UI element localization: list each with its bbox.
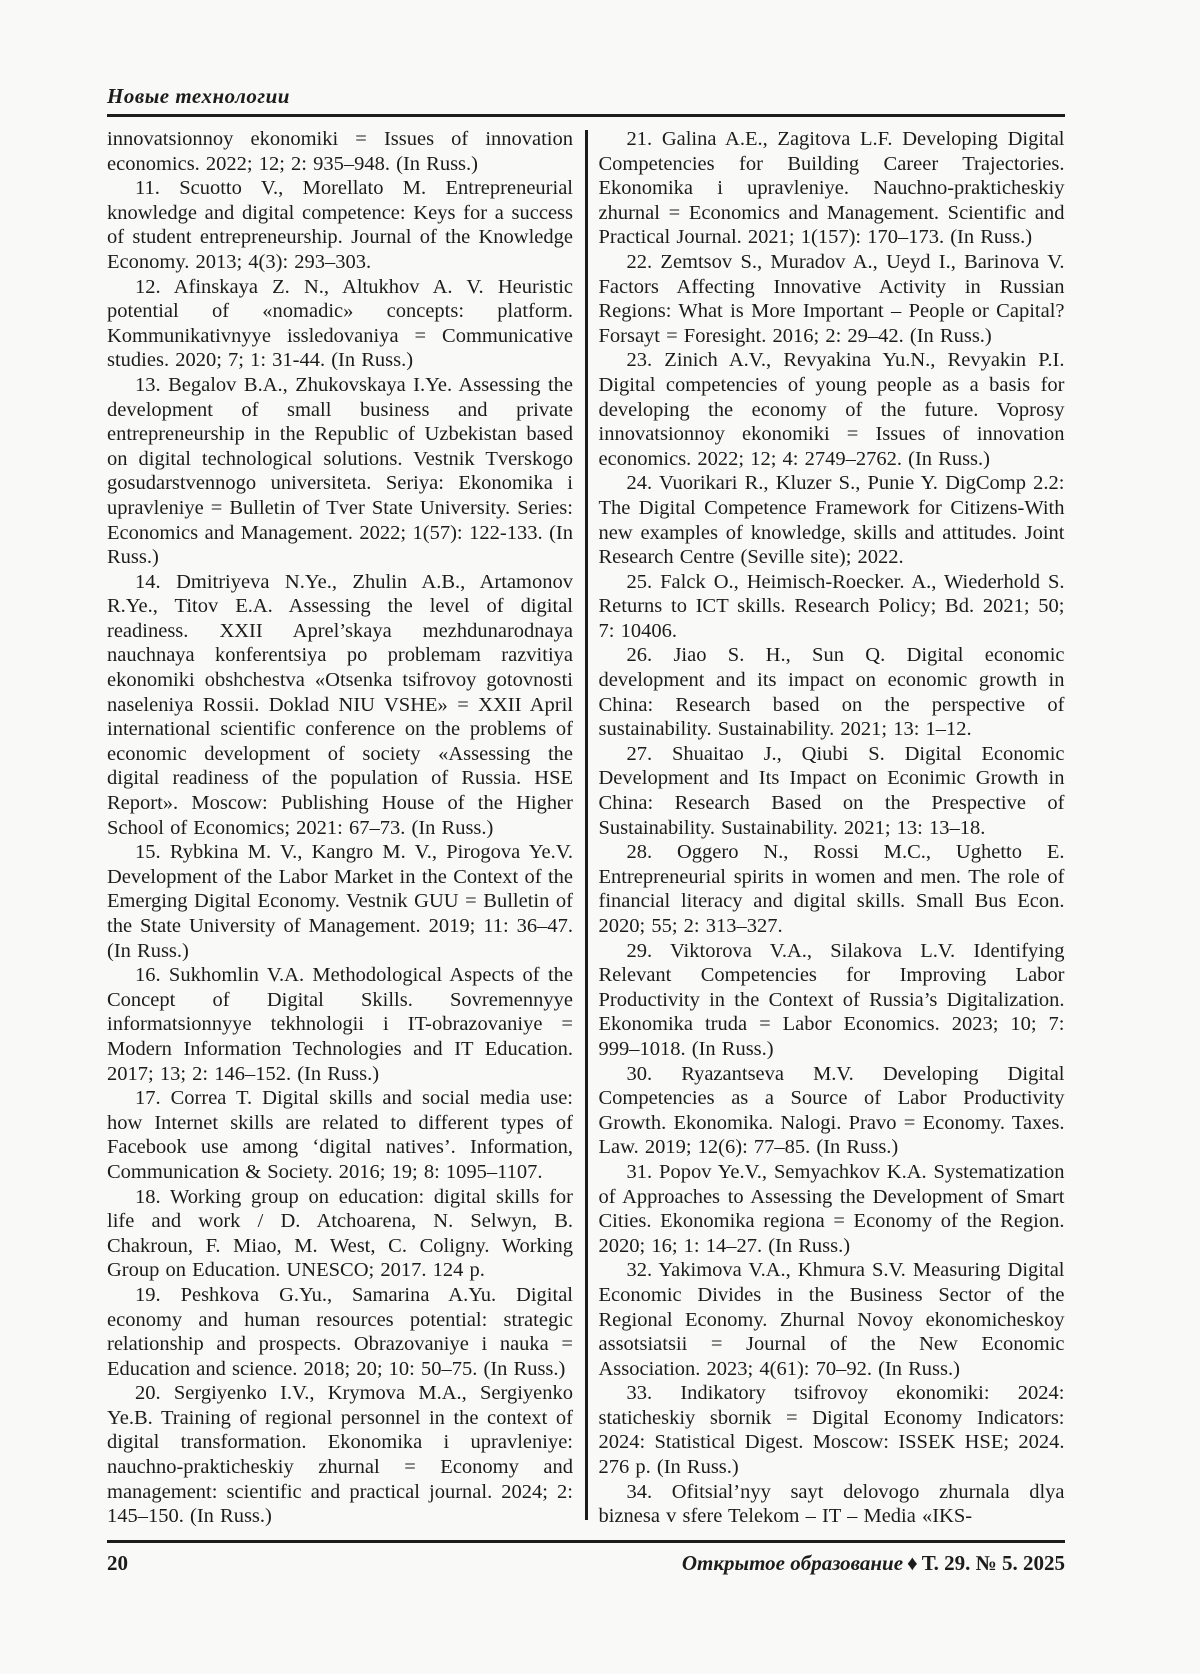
diamond-separator: ♦ <box>907 1551 918 1575</box>
reference-item-20: 20. Sergiyenko I.V., Krymova M.A., Sergiyenko Ye.B. Training of regional personnel in the context of digital transformation. Ekonomika i upravleniye: nauchno-prakticheskiy zhurnal = Economy and management: scientific and practical journal. 2024; 2: 145–150. (In Russ.) <box>107 1382 573 1528</box>
reference-item-21: 21. Galina A.E., Zagitova L.F. Developing Digital Competencies for Building Career Trajectories. Ekonomika i upravleniye. Nauchno-prakticheskiy zhurnal = Economics and Management. Scientific and Practical Journal. 2021; 1(157): 170–173. (In Russ.) <box>598 128 1065 249</box>
reference-item-24: 24. Vuorikari R., Kluzer S., Punie Y. DigComp 2.2: The Digital Competence Framework for Citizens-With new examples of knowledge, skills and attitudes. Joint Research Centre (Seville site); 2022. <box>598 472 1065 569</box>
page-footer <box>107 1551 1065 1576</box>
reference-item-18: 18. Working group on education: digital skills for life and work / D. Atchoarena, N. Selwyn, B. Chakroun, F. Miao, M. West, C. Coligny. Working Group on Education. UNESCO; 2017. 124 p. <box>107 1185 573 1282</box>
references-columns <box>107 127 1065 1529</box>
footer-rule <box>107 1540 1065 1543</box>
reference-item-25: 25. Falck O., Heimisch-Roecker. A., Wiederhold S. Returns to ICT skills. Research Policy; Bd. 2021; 50; 7: 10406. <box>598 570 1065 642</box>
reference-item-14: 14. Dmitriyeva N.Ye., Zhulin A.B., Artamonov R.Ye., Titov E.A. Assessing the level of digital readiness. XXII Aprel’skaya mezhdunarodnaya nauchnaya konferentsiya po problemam razvitiya ekonomiki obshchestva «Otsenka tsifrovoy gotovnosti naseleniya Rossii. Doklad NIU VSHE» = XXII April international scientific conference on the problems of economic development of society «Assessing the digital readiness of the population of Russia. HSE Report». Moscow: Publishing House of the Higher School of Economics; 2021: 67–73. (In Russ.) <box>107 570 573 839</box>
left-column <box>107 127 573 1529</box>
reference-item-26: 26. Jiao S. H., Sun Q. Digital economic development and its impact on economic growth in China: Research based on the perspective of sustainability. Sustainability. 2021; 13: 1–12. <box>598 644 1065 741</box>
reference-continuation: innovatsionnoy ekonomiki = Issues of innovation economics. 2022; 12; 2: 935–948. (In Russ.) <box>107 128 573 175</box>
section-title: Новые технологии <box>107 84 290 108</box>
reference-item-33: 33. Indikatory tsifrovoy ekonomiki: 2024: staticheskiy sbornik = Digital Economy Indicators: 2024: Statistical Digest. Moscow: ISSEK HSE; 2024. 276 p. (In Russ.) <box>598 1382 1065 1479</box>
reference-item-19: 19. Peshkova G.Yu., Samarina A.Yu. Digital economy and human resources potential: strategic relationship and prospects. Obrazovaniye i nauka = Education and science. 2018; 20; 10: 50–75. (In Russ.) <box>107 1283 573 1380</box>
reference-item-16: 16. Sukhomlin V.A. Methodological Aspects of the Concept of Digital Skills. Sovremennyye informatsionnyye tekhnologii i IT-obrazovaniye = Modern Information Technologies and IT Education. 2017; 13; 2: 146–152. (In Russ.) <box>107 964 573 1085</box>
page-number: 20 <box>107 1551 128 1575</box>
header-rule <box>107 114 1065 117</box>
reference-item-15: 15. Rybkina M. V., Kangro M. V., Pirogova Ye.V. Development of the Labor Market in the Context of the Emerging Digital Economy. Vestnik GUU = Bulletin of the State University of Management. 2019; 11: 36–47. (In Russ.) <box>107 841 573 962</box>
reference-item-13: 13. Begalov B.A., Zhukovskaya I.Ye. Assessing the development of small business and private entrepreneurship in the Republic of Uzbekistan based on digital technological solutions. Vestnik Tverskogo gosudarstvennogo universiteta. Seriya: Ekonomika i upravleniye = Bulletin of Tver State University. Series: Economics and Management. 2022; 1(57): 122-133. (In Russ.) <box>107 373 573 569</box>
reference-item-22: 22. Zemtsov S., Muradov A., Ueyd I., Barinova V. Factors Affecting Innovative Activity in Russian Regions: What is More Important – People or Capital? Forsayt = Foresight. 2016; 2: 29–42. (In Russ.) <box>598 250 1065 347</box>
reference-item-11: 11. Scuotto V., Morellato M. Entrepreneurial knowledge and digital competence: Keys for a success of student entrepreneurship. Journal of the Knowledge Economy. 2013; 4(3): 293–303. <box>107 177 573 273</box>
reference-item-31: 31. Popov Ye.V., Semyachkov K.A. Systematization of Approaches to Assessing the Development of Smart Cities. Ekonomika regiona = Economy of the Region. 2020; 16; 1: 14–27. (In Russ.) <box>598 1160 1065 1257</box>
reference-item-23: 23. Zinich A.V., Revyakina Yu.N., Revyakin P.I. Digital competencies of young people as a basis for developing the economy of the future. Voprosy innovatsionnoy ekonomiki = Issues of innovation economics. 2022; 12; 4: 2749–2762. (In Russ.) <box>598 349 1065 470</box>
reference-item-28: 28. Oggero N., Rossi M.C., Ughetto E. Entrepreneurial spirits in women and men. The role of financial literacy and digital skills. Small Bus Econ. 2020; 55; 2: 313–327. <box>598 841 1065 937</box>
reference-item-32: 32. Yakimova V.A., Khmura S.V. Measuring Digital Economic Divides in the Business Sector of the Regional Economy. Zhurnal Novoy ekonomicheskoy assotsiatsii = Journal of the New Economic Association. 2023; 4(61): 70–92. (In Russ.) <box>598 1259 1065 1380</box>
running-header <box>107 84 1065 109</box>
volume-issue: Т. 29. № 5. 2025 <box>921 1551 1065 1575</box>
journal-name: Открытое образование <box>681 1551 904 1575</box>
column-divider <box>585 130 588 1520</box>
reference-item-12: 12. Afinskaya Z. N., Altukhov A. V. Heuristic potential of «nomadic» concepts: platform. Kommunikativnyye issledovaniya = Communicative studies. 2020; 7; 1: 31-44. (In Russ.) <box>107 275 573 372</box>
reference-item-29: 29. Viktorova V.A., Silakova L.V. Identifying Relevant Competencies for Improving Labor Productivity in the Context of Russia’s Digitalization. Ekonomika truda = Labor Economics. 2023; 10; 7: 999–1018. (In Russ.) <box>598 939 1065 1060</box>
reference-item-34: 34. Ofitsial’nyy sayt delovogo zhurnala dlya biznesa v sfere Telekom – IT – Media «IKS- <box>598 1480 1065 1528</box>
right-column <box>599 127 1065 1529</box>
reference-item-17: 17. Correa T. Digital skills and social media use: how Internet skills are related to different types of Facebook use among ‘digital natives’. Information, Communication & Society. 2016; 19; 8: 1095–1107. <box>107 1087 573 1183</box>
journal-info <box>682 1551 1065 1576</box>
reference-item-30: 30. Ryazantseva M.V. Developing Digital Competencies as a Source of Labor Productivity Growth. Ekonomika. Nalogi. Pravo = Economy. Taxes. Law. 2019; 12(6): 77–85. (In Russ.) <box>598 1062 1065 1159</box>
reference-item-27: 27. Shuaitao J., Qiubi S. Digital Economic Development and Its Impact on Econimic Growth in China: Research Based on the Prespective of Sustainability. Sustainability. 2021; 13: 13–18. <box>598 742 1065 839</box>
